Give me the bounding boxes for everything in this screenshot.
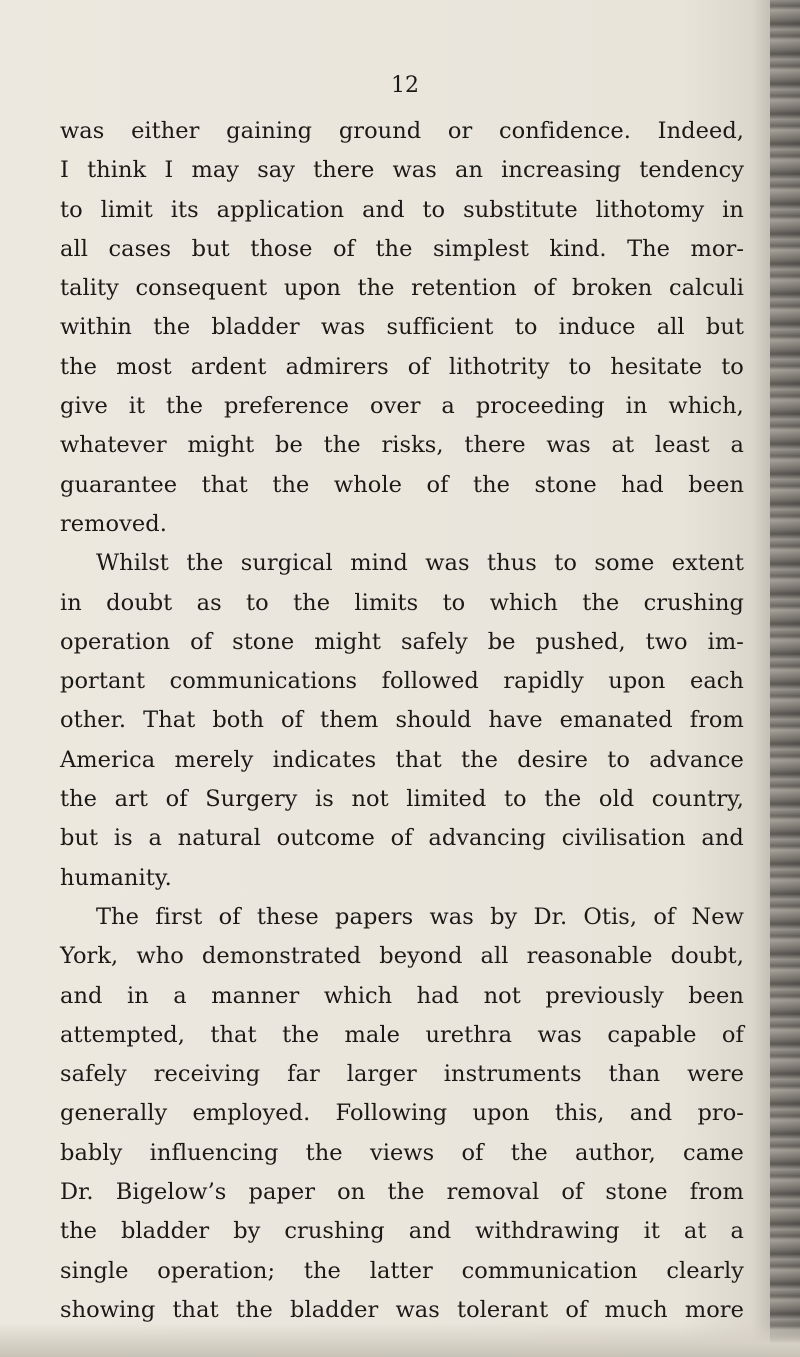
word: that — [201, 471, 248, 498]
word: guarantee — [60, 471, 178, 498]
word: bladder — [120, 1218, 210, 1245]
word: was — [429, 903, 474, 930]
word: a — [173, 982, 187, 1009]
word: lithotrity — [448, 353, 550, 380]
word: paper — [248, 1179, 316, 1206]
word: bably — [60, 1139, 123, 1166]
text-line — [60, 269, 744, 308]
word: by — [490, 903, 518, 930]
text-line — [60, 348, 744, 387]
text-line — [60, 937, 744, 976]
word: be — [275, 432, 303, 459]
word: sufficient — [386, 314, 494, 341]
word: Whilst — [96, 550, 169, 577]
word: Dr. — [60, 1179, 94, 1206]
word: to — [514, 314, 538, 341]
text-line — [60, 1055, 744, 1094]
word: each — [689, 668, 744, 695]
word: give — [60, 393, 108, 420]
word: is — [113, 825, 133, 852]
word: substitute — [463, 196, 578, 223]
word: pushed, — [535, 628, 626, 655]
word: of — [561, 1179, 584, 1206]
word: desire — [517, 746, 589, 773]
word: two — [645, 628, 688, 655]
word: I — [164, 157, 174, 184]
text-line — [60, 308, 744, 347]
page-number: 12 — [391, 73, 419, 98]
word: views — [369, 1139, 435, 1166]
word: been — [688, 471, 744, 498]
word: advance — [649, 746, 744, 773]
text-line — [60, 701, 744, 740]
word: came — [683, 1139, 744, 1166]
text-line — [60, 1016, 744, 1055]
word: at — [611, 432, 635, 459]
word: old — [598, 786, 635, 813]
word: extent — [671, 550, 744, 577]
word: increasing — [501, 157, 622, 184]
book-spine-edge — [770, 0, 800, 1357]
word: from — [689, 707, 744, 734]
word: consequent — [135, 275, 268, 302]
text-line — [60, 387, 744, 426]
word: a — [148, 825, 162, 852]
word: the — [473, 471, 510, 498]
word: of — [653, 903, 676, 930]
word: the — [60, 786, 97, 813]
word: larger — [346, 1061, 417, 1088]
word: the — [544, 786, 582, 813]
word: in — [722, 196, 744, 223]
word: the — [153, 314, 191, 341]
word: im- — [707, 628, 744, 655]
word: a — [441, 393, 455, 420]
word: all — [480, 943, 509, 970]
word: York, — [60, 943, 119, 970]
word: The — [96, 903, 139, 930]
word: stone — [232, 628, 295, 655]
word: Otis, — [583, 903, 638, 930]
word: within — [60, 314, 132, 341]
word: retention — [411, 275, 517, 302]
word: ground — [338, 118, 422, 144]
word: far — [287, 1061, 320, 1088]
word: America — [60, 746, 156, 773]
word: author, — [575, 1139, 656, 1166]
word: was — [395, 1296, 440, 1323]
word: bladder — [211, 314, 300, 341]
word: advancing — [428, 825, 546, 852]
word: its — [170, 196, 199, 223]
word: and — [60, 982, 103, 1009]
word: bladder — [290, 1296, 379, 1323]
text-line — [60, 1094, 744, 1133]
word: than — [608, 1061, 661, 1088]
word: the — [293, 589, 331, 616]
word: the — [272, 471, 310, 498]
word: those — [250, 235, 313, 262]
word: that — [172, 1296, 219, 1323]
word: previously — [545, 982, 664, 1009]
word: at — [683, 1218, 707, 1245]
word: removal — [446, 1179, 540, 1206]
word: might — [187, 432, 255, 459]
word: the — [303, 1257, 341, 1284]
word: a — [730, 432, 744, 459]
text-line — [60, 1134, 744, 1173]
word: in — [60, 589, 82, 616]
word: all — [60, 235, 88, 262]
text-line — [60, 1212, 744, 1251]
word: the — [460, 746, 498, 773]
word: the — [235, 1296, 273, 1323]
word: Dr. — [533, 903, 568, 930]
word: the — [510, 1139, 548, 1166]
word: some — [594, 550, 655, 577]
word: but — [705, 314, 744, 341]
word: to — [422, 196, 446, 223]
text-line — [60, 466, 744, 505]
word: first — [155, 903, 203, 930]
word: was — [425, 550, 470, 577]
word: of — [190, 628, 213, 655]
text-line — [60, 977, 744, 1016]
word: either — [131, 118, 200, 144]
word: New — [691, 903, 744, 930]
text-line — [60, 1252, 744, 1291]
text-line — [60, 898, 744, 937]
word: upon — [608, 668, 666, 695]
word: the — [323, 432, 361, 459]
word: single — [60, 1257, 129, 1284]
word: these — [256, 903, 319, 930]
word: which — [323, 982, 393, 1009]
word: there — [464, 432, 526, 459]
word: limits — [354, 589, 419, 616]
word: other. — [60, 707, 127, 734]
word: clearly — [666, 1257, 744, 1284]
word: which — [489, 589, 558, 616]
word: reasonable — [526, 943, 653, 970]
word: thus — [487, 550, 537, 577]
word: was — [320, 314, 366, 341]
word: art — [114, 786, 148, 813]
text-line — [60, 662, 744, 701]
word: tality — [60, 275, 119, 302]
word: but — [60, 825, 99, 852]
text-line — [60, 780, 744, 819]
word: of — [533, 275, 556, 302]
word: of — [390, 825, 413, 852]
text-line — [60, 819, 744, 858]
word: surgical — [240, 550, 333, 577]
word: that — [395, 746, 442, 773]
word: instruments — [443, 1061, 582, 1088]
word: operation — [60, 628, 171, 655]
word: but — [191, 235, 230, 262]
word: the — [305, 1139, 343, 1166]
word: safely — [400, 628, 468, 655]
word: crushing — [643, 589, 744, 616]
word: as — [196, 589, 222, 616]
word: and — [629, 1100, 673, 1127]
text-line — [60, 191, 744, 230]
word: least — [654, 432, 710, 459]
word: that — [210, 1021, 257, 1048]
word: was — [392, 157, 437, 184]
word: induce — [558, 314, 636, 341]
word: confidence. — [498, 118, 631, 144]
text-line — [60, 584, 744, 623]
word: crushing — [284, 1218, 385, 1245]
text-line — [60, 151, 744, 190]
word: be — [487, 628, 516, 655]
word: from — [689, 1179, 744, 1206]
word: the — [166, 393, 204, 420]
word: think — [87, 157, 147, 184]
word: country, — [651, 786, 744, 813]
word: demonstrated — [201, 943, 362, 970]
word: attempted, — [60, 1021, 185, 1048]
word: both — [212, 707, 265, 734]
word: upon — [472, 1100, 530, 1127]
word: Bigelow’s — [115, 1179, 227, 1206]
word: is — [315, 786, 334, 813]
word: this, — [554, 1100, 605, 1127]
word: receiving — [153, 1061, 261, 1088]
word: have — [488, 707, 543, 734]
word: all — [656, 314, 685, 341]
word: been — [688, 982, 744, 1009]
word: of — [407, 353, 430, 380]
word: may — [191, 157, 240, 184]
word: portant — [60, 668, 146, 695]
word: much — [604, 1296, 668, 1323]
word: latter — [369, 1257, 433, 1284]
word: kind. — [549, 235, 607, 262]
text-line — [60, 112, 744, 151]
word: stone — [605, 1179, 668, 1206]
word: That — [143, 707, 196, 734]
word: urethra — [425, 1021, 513, 1048]
word: had — [416, 982, 460, 1009]
word: over — [369, 393, 421, 420]
word: showing — [60, 1296, 156, 1323]
word: male — [344, 1021, 400, 1048]
word: more — [684, 1296, 744, 1323]
word: civilisation — [561, 825, 686, 852]
word: influencing — [149, 1139, 279, 1166]
word: outcome — [276, 825, 375, 852]
word: tendency — [639, 157, 744, 184]
text-line: humanity. — [60, 864, 172, 891]
text-line — [60, 544, 744, 583]
word: and — [701, 825, 744, 852]
text-line — [60, 426, 744, 465]
word: papers — [335, 903, 414, 930]
word: cases — [108, 235, 172, 262]
word: mor- — [690, 235, 744, 262]
word: the — [282, 1021, 320, 1048]
word: of — [426, 471, 449, 498]
text-line — [60, 230, 744, 269]
word: a — [730, 1218, 744, 1245]
word: should — [395, 707, 472, 734]
word: merely — [174, 746, 254, 773]
word: of — [218, 903, 241, 930]
word: which, — [668, 393, 744, 420]
word: whole — [333, 471, 402, 498]
word: to — [607, 746, 630, 773]
word: followed — [381, 668, 479, 695]
word: communications — [169, 668, 358, 695]
word: tolerant — [456, 1296, 549, 1323]
word: communication — [461, 1257, 638, 1284]
text-line — [60, 1291, 744, 1330]
word: the — [582, 589, 620, 616]
text-line: removed. — [60, 510, 167, 537]
text-line — [60, 1173, 744, 1212]
word: there — [313, 157, 375, 184]
word: not — [483, 982, 521, 1009]
word: preference — [223, 393, 350, 420]
word: had — [621, 471, 664, 498]
word: doubt, — [670, 943, 744, 970]
word: generally — [60, 1100, 168, 1127]
word: Surgery — [205, 786, 298, 813]
word: mind — [350, 550, 408, 577]
word: most — [116, 353, 172, 380]
word: stone — [534, 471, 597, 498]
body-text — [60, 112, 744, 1330]
word: to — [442, 589, 466, 616]
word: upon — [283, 275, 341, 302]
word: was — [546, 432, 591, 459]
word: of — [565, 1296, 588, 1323]
word: Following — [335, 1100, 448, 1127]
word: I — [60, 157, 69, 184]
word: safely — [60, 1061, 127, 1088]
word: emanated — [559, 707, 673, 734]
word: an — [455, 157, 484, 184]
word: limited — [406, 786, 487, 813]
word: gaining — [226, 118, 313, 144]
word: admirers — [285, 353, 389, 380]
word: broken — [571, 275, 653, 302]
word: was — [537, 1021, 582, 1048]
word: them — [320, 707, 379, 734]
word: it — [128, 393, 146, 420]
word: The — [627, 235, 671, 262]
word: ardent — [190, 353, 267, 380]
word: doubt — [106, 589, 173, 616]
word: withdrawing — [475, 1218, 620, 1245]
word: to — [721, 353, 744, 380]
word: of — [461, 1139, 484, 1166]
word: natural — [177, 825, 261, 852]
word: application — [216, 196, 345, 223]
word: lithotomy — [595, 196, 705, 223]
word: employed. — [192, 1100, 311, 1127]
word: to — [503, 786, 527, 813]
word: to — [60, 196, 83, 223]
word: might — [314, 628, 381, 655]
word: Indeed, — [657, 118, 744, 144]
word: not — [351, 786, 389, 813]
word: limit — [100, 196, 153, 223]
word: operation; — [157, 1257, 276, 1284]
word: or — [447, 118, 473, 144]
word: of — [165, 786, 188, 813]
word: say — [257, 157, 296, 184]
word: risks, — [381, 432, 444, 459]
word: on — [337, 1179, 366, 1206]
word: proceeding — [475, 393, 605, 420]
word: the — [60, 353, 97, 380]
word: whatever — [60, 432, 167, 459]
word: of — [281, 707, 304, 734]
word: rapidly — [503, 668, 584, 695]
word: who — [136, 943, 184, 970]
word: of — [721, 1021, 744, 1048]
word: in — [126, 982, 149, 1009]
word: to — [568, 353, 592, 380]
word: of — [332, 235, 355, 262]
word: in — [625, 393, 648, 420]
word: to — [246, 589, 269, 616]
word: calculi — [668, 275, 744, 302]
word: manner — [211, 982, 300, 1009]
word: capable — [607, 1021, 697, 1048]
word: and — [408, 1218, 452, 1245]
word: it — [643, 1218, 660, 1245]
word: by — [233, 1218, 261, 1245]
text-line — [60, 623, 744, 662]
word: indicates — [272, 746, 377, 773]
word: the — [60, 1218, 97, 1245]
word: the — [387, 1179, 425, 1206]
word: the — [357, 275, 395, 302]
word: was — [60, 118, 105, 144]
word: hesitate — [610, 353, 703, 380]
word: pro- — [697, 1100, 744, 1127]
word: to — [554, 550, 577, 577]
word: the — [375, 235, 413, 262]
word: and — [362, 196, 405, 223]
word: simplest — [432, 235, 529, 262]
word: beyond — [379, 943, 463, 970]
text-line — [60, 741, 744, 780]
word: were — [687, 1061, 744, 1088]
word: the — [186, 550, 224, 577]
